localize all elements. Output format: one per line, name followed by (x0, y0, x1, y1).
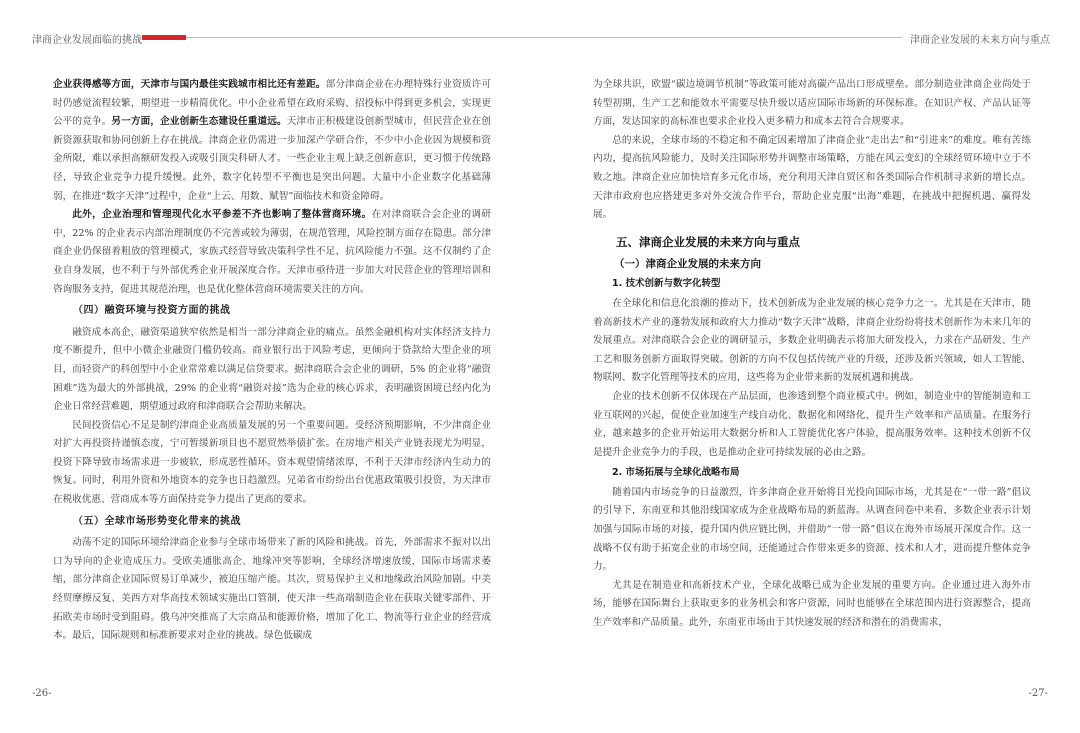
subsection-heading: （五）全球市场形势变化带来的挑战 (73, 515, 241, 527)
header-rule (186, 37, 902, 38)
page-number-right: -27- (1028, 688, 1048, 699)
paragraph: 民间投资信心不足是制约津商企业高质量发展的另一个重要问题。受经济预期影响，不少津商企业对扩大再投资持谨慎态度，宁可暂缓新项目也不愿贸然举债扩张。在房地产相关产业链表现尤为明显，投资下降导致市场需求进一步疲软，形成恶性循环。资本观望情绪浓厚，不利于天津市经济内生动力的恢复。同时，利用外资和外地资本的竞争也日趋激烈。兄弟省市纷纷出台优惠政策吸引投资，为天津市在税收优惠、营商成本等方面保持竞争力提出了更高的要求。 (53, 419, 491, 506)
paragraph: 为全球共识，欧盟“碳边境调节机制”等政策可能对高碳产品出口形成壁垒。部分制造业津商企业尚处于转型初期，生产工艺和能效水平需要尽快升级以适应国际市场新的环保标准。在知识产权、产品认证等方面，发达国家的高标准也要求企业投入更多精力和成本去符合合规要求。 (593, 79, 1031, 128)
paragraph-text: 天津市正积极建设创新型城市，但民营企业在创新资源获取和协同创新上存在挑战。津商企业仍需进一步加深产学研合作，不少中小企业因为规模和资金所限，难以承担高额研发投入或吸引顶尖科研人才。一些企业主观上缺乏创新意识，更习惯于传统路径，导致企业竞争力提升缓慢。此外，数字化转型不平衡也是突出问题。大量中小企业数字化基础薄弱，在推进“数字天津”过程中，企业“上云、用数、赋智”面临技术和资金障碍。 (53, 116, 492, 202)
paragraph-text: 部分津商企业在办理特殊行业资质许可时仍感觉流程较繁，期望进一步精简优化。中小企业希望在政府采购、招投标中得到更多机会，实现更公平的竞争。 (53, 79, 492, 128)
header-right-title: 津商企业发展的未来方向与重点 (910, 35, 1050, 46)
left-page-column (53, 76, 491, 646)
paragraph-lead: 另一方面，企业创新生态建设任重道远。 (111, 116, 287, 128)
numbered-heading: 2. 市场拓展与全球化战略布局 (612, 467, 740, 479)
paragraph: 总的来说，全球市场的不稳定和不确定因素增加了津商企业“走出去”和“引进来”的难度。唯有苦练内功，提高抗风险能力，及时关注国际形势并调整市场策略，方能在风云变幻的全球经贸环境中立于不败之地。津商企业应加快培育多元化市场，充分利用天津自贸区和各类国际合作机制寻求新的增长点。天津市政府也应搭建更多对外交流合作平台，帮助企业克服“出海”难题，在挑战中把握机遇、赢得发展。 (593, 134, 1031, 221)
section-heading: 五、津商企业发展的未来方向与重点 (616, 234, 800, 249)
paragraph: 随着国内市场竞争的日益激烈，许多津商企业开始将目光投向国际市场，尤其是在“一带一路”倡议的引导下，东南亚和其他沿线国家成为企业战略布局的新蓝海。从调查问卷中来看，多数企业表示计划加强与国际市场的对接，提升国内供应链比例，并借助“一带一路”倡议在海外市场展开深度合作。这一战略不仅有助于拓宽企业的市场空间，还能通过合作带来更多的资源、技术和人才，进而提升整体竞争力。 (593, 486, 1031, 573)
paragraph: 尤其是在制造业和高新技术产业，全球化战略已成为企业发展的重要方向。企业通过进入海外市场，能够在国际舞台上获取更多的业务机会和客户资源，同时也能够在全球范围内进行资源整合，提高生产效率和产品质量。此外，东南亚市场由于其快速发展的经济和潜在的消费需求， (593, 579, 1031, 629)
paragraph-lead: 企业获得感等方面，天津市与国内最佳实践城市相比还有差距。 (53, 79, 326, 90)
paragraph: 融资成本高企，融资渠道狭窄依然是相当一部分津商企业的痛点。虽然金融机构对实体经济支持力度不断提升，但中小微企业融资门槛仍较高。商业银行出于风险考虑，更倾向于贷款给大型企业的项目，而轻资产的科创型中小企业常常难以满足信贷要求。据津商联合会企业的调研，5% 的企业将“融资困难”选为最大的外部挑战，29% 的企业将“融资对接”选为企业的核心诉求，表明融资困境已经内化为企业日常经营难题，期望通过政府和津商联合会帮助来解决。 (53, 326, 491, 413)
header-left-title: 津商企业发展面临的挑战 (32, 35, 142, 46)
paragraph-text: 在对津商联合会企业的调研中，22% 的企业表示内部治理制度仍不完善或较为薄弱，在规范管理，风险控制方面存在隐患。部分津商企业仍保留着粗放的管理模式，家族式经营导致决策科学性不足、抗风险能力不强。这不仅制约了企业自身发展，也不利于与外部优秀企业开展深度合作。天津市亟待进一步加大对民营企业的管理培训和咨询服务支持，促进其规范治理，也是优化整体营商环境需要关注的方向。 (53, 209, 492, 295)
paragraph: 在全球化和信息化浪潮的推动下，技术创新成为企业发展的核心竞争力之一。尤其是在天津市，随着高新技术产业的蓬勃发展和政府大力推动“数字天津”战略，津商企业纷纷将技术创新作为未来几年的发展重点。对津商联合会企业的调研显示，多数企业明确表示将加大研发投入，力求在产品研发、生产工艺和服务创新方面取得突破。创新的方向不仅包括传统产业的升级，还涉及新兴领域，如人工智能、物联网、数字化管理等技术的应用，这些将为企业带来新的发展机遇和挑战。 (593, 297, 1031, 384)
subsection-heading: （四）融资环境与投资方面的挑战 (73, 305, 231, 317)
numbered-heading: 1. 技术创新与数字化转型 (612, 278, 721, 290)
header-accent-bar (142, 35, 186, 40)
paragraph (53, 76, 491, 206)
page-number-left: -26- (32, 688, 52, 699)
paragraph-lead: 此外，企业治理和管理现代化水平参差不齐也影响了整体营商环境。 (72, 209, 372, 221)
subsection-heading: （一）津商企业发展的未来方向 (614, 257, 761, 270)
paragraph: 企业的技术创新不仅体现在产品层面，也渗透到整个商业模式中。例如，制造业中的智能制造和工业互联网的兴起，促使企业加速生产线自动化、数据化和网络化，提升生产效率和产品质量。在服务行业，越来越多的企业开始运用大数据分析和人工智能优化客户体验，提高服务效率。这种技术创新不仅是提升企业竞争力的手段，也是推动企业可持续发展的必由之路。 (593, 390, 1031, 458)
paragraph: 动荡不定的国际环境给津商企业参与全球市场带来了新的风险和挑战。首先，外部需求不振对以出口为导向的企业造成压力。受欧美通胀高企、地缘冲突等影响，全球经济增速放缓，国际市场需求萎缩，部分津商企业国际贸易订单减少，被迫压缩产能。其次，贸易保护主义和地缘政治风险加剧。中美经贸摩擦反复、美西方对华高技术领域实施出口管制，使天津一些高端制造企业在获取关键零部件、开拓欧美市场时受到阻碍。俄乌冲突推高了大宗商品和能源价格，增加了化工、物流等行业企业的经营成本。最后，国际规则和标准新要求对企业的挑战。绿色低碳成 (53, 537, 491, 642)
paragraph (53, 206, 491, 299)
right-page-column (593, 76, 1031, 633)
